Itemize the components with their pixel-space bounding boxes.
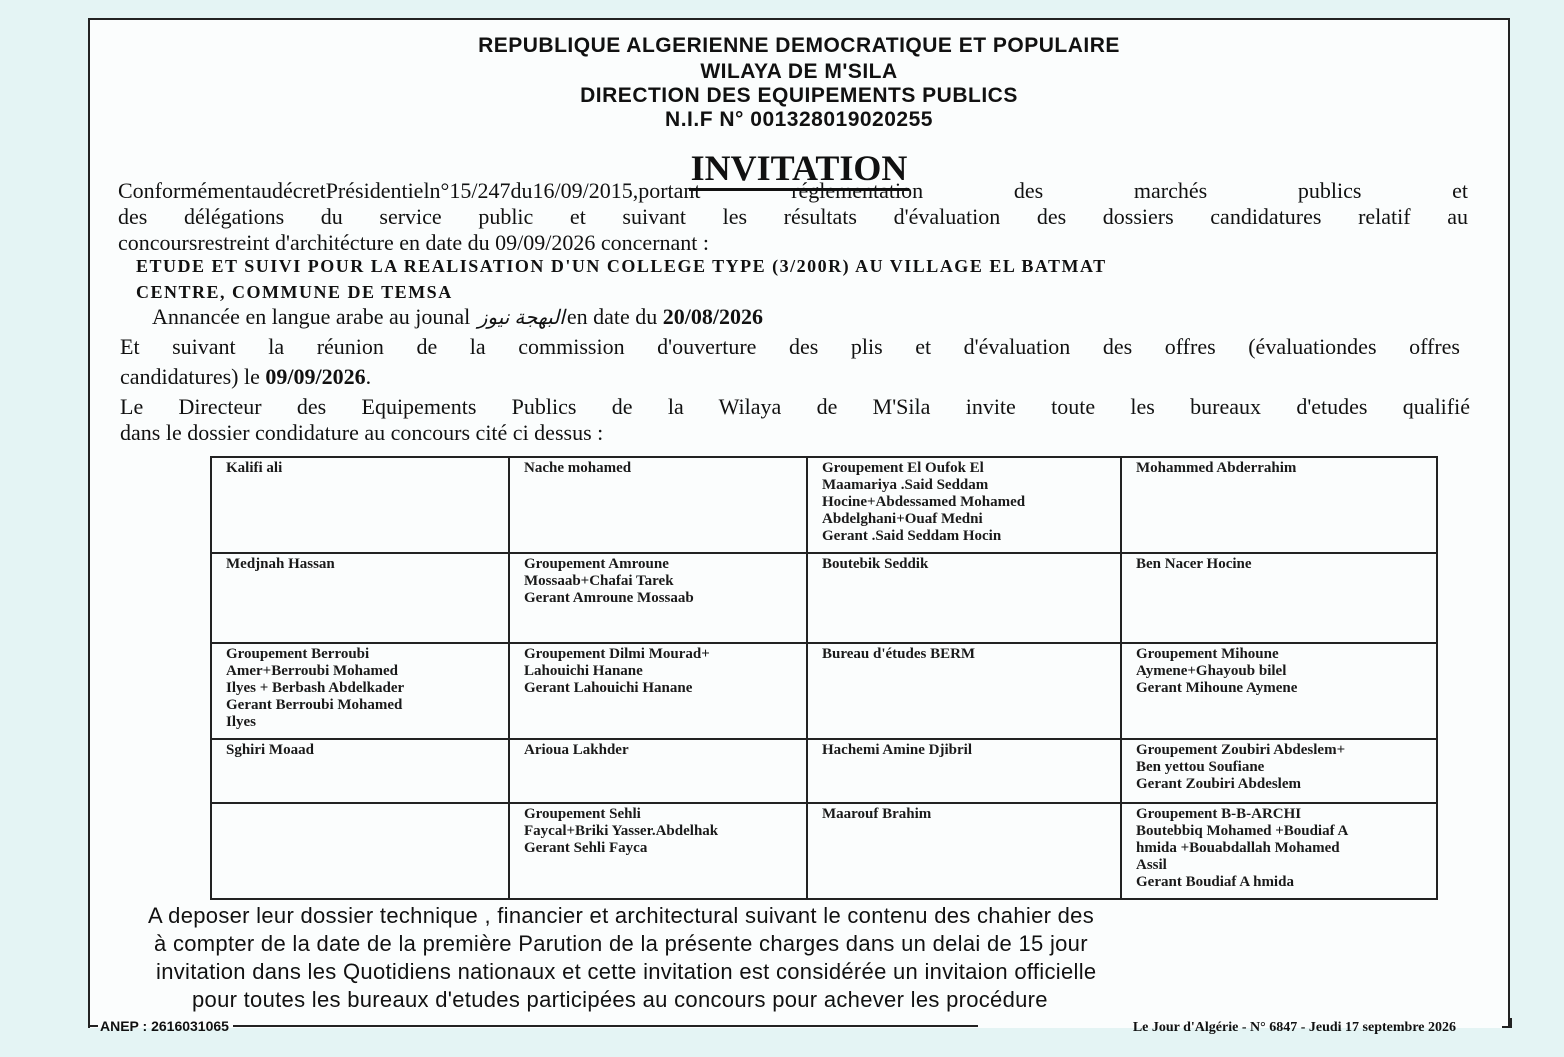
announcement-date: 20/08/2026: [662, 304, 764, 329]
meeting-suffix: .: [365, 364, 372, 389]
bidder-cell: Nache mohamed: [509, 457, 807, 553]
bidder-cell: Ben Nacer Hocine: [1121, 553, 1437, 643]
announcement-line: [152, 304, 763, 331]
bidder-cell: Groupement Mihoune Aymene+Ghayoub bilel Gerant Mihoune Aymene: [1121, 643, 1437, 739]
anep-reference: [88, 1018, 978, 1034]
meeting-prefix: candidatures) le: [120, 364, 260, 389]
bidder-cell: Bureau d'études BERM: [807, 643, 1121, 739]
header-wilaya: WILAYA DE M'SILA: [700, 60, 898, 83]
bidder-cell: Groupement Dilmi Mourad+ Lahouichi Hanane Gerant Lahouichi Hanane: [509, 643, 807, 739]
bidder-cell: Hachemi Amine Djibril: [807, 739, 1121, 803]
closing-line-2: à compter de la date de la première Parution de la présente charges dans un delai de 15 jour: [154, 931, 1088, 956]
table-row: [211, 643, 1437, 739]
bidder-cell: Maarouf Brahim: [807, 803, 1121, 899]
table-row: [211, 803, 1437, 899]
bidder-cell: Arioua Lakhder: [509, 739, 807, 803]
header-nif: N.I.F N° 001328019020255: [665, 108, 933, 131]
table-row: [211, 739, 1437, 803]
bidders-table: [210, 456, 1438, 900]
bidder-cell: Groupement Sehli Faycal+Briki Yasser.Abdelhak Gerant Sehli Fayca: [509, 803, 807, 899]
object-line-1: ETUDE ET SUIVI POUR LA REALISATION D'UN COLLEGE TYPE (3/200R) AU VILLAGE EL BATMAT: [136, 256, 1107, 276]
bidder-cell: Medjnah Hassan: [211, 553, 509, 643]
director-line-2: dans le dossier condidature au concours cité ci dessus :: [120, 420, 604, 445]
director-line-1: Le Directeur des Equipements Publics de la Wilaya de M'Sila invite toute les bureaux d'etudes qualifié: [120, 394, 1470, 419]
bidder-cell: Groupement B-B-ARCHI Boutebbiq Mohamed +Boudiaf A hmida +Bouabdallah Mohamed Assil Gerant Boudiaf A hmida: [1121, 803, 1437, 899]
page-title: INVITATION: [90, 148, 1508, 188]
closing-line-4: pour toutes les bureaux d'etudes participées au concours pour achever les procédure: [192, 987, 1048, 1012]
bidder-cell: Mohammed Abderrahim: [1121, 457, 1437, 553]
table-row: [211, 553, 1437, 643]
meeting-line-1: Et suivant la réunion de la commission d'ouverture des plis et d'évaluation des offres (évaluationdes offres: [120, 334, 1460, 359]
bidder-cell: Boutebik Seddik: [807, 553, 1121, 643]
journal-issue: Le Jour d'Algérie - N° 6847 - Jeudi 17 septembre 2026: [1132, 1020, 1456, 1035]
bidder-cell: Kalifi ali: [211, 457, 509, 553]
footer-rule: [233, 1025, 978, 1027]
announcement-prefix: Annancée en langue arabe au jounal: [152, 304, 471, 329]
closing-line-3: invitation dans les Quotidiens nationaux et cette invitation est considérée un invitaion officielle: [156, 959, 1097, 984]
anep-number: ANEP : 2616031065: [100, 1018, 229, 1034]
announcement-middle: en date du: [566, 304, 658, 329]
object-line-2: CENTRE, COMMUNE DE TEMSA: [136, 282, 453, 302]
bidder-cell: [211, 803, 509, 899]
bidder-cell: Sghiri Moaad: [211, 739, 509, 803]
header-republic: REPUBLIQUE ALGERIENNE DEMOCRATIQUE ET POPULAIRE: [478, 34, 1120, 57]
table-row: [211, 457, 1437, 553]
intro-line-1: ConformémentaudécretPrésidentieln°15/247du16/09/2015,portant réglementation des marchés publics et: [118, 178, 1468, 203]
frame-corner: [1502, 1018, 1512, 1028]
newspaper-name: البهجة نيوز: [477, 307, 565, 329]
header-direction: DIRECTION DES EQUIPEMENTS PUBLICS: [580, 84, 1018, 107]
rule-dash: [88, 1025, 98, 1027]
bidder-cell: Groupement Zoubiri Abdeslem+ Ben yettou Soufiane Gerant Zoubiri Abdeslem: [1121, 739, 1437, 803]
meeting-line-2: [120, 364, 371, 390]
bidder-cell: Groupement El Oufok El Maamariya .Said Seddam Hocine+Abdessamed Mohamed Abdelghani+Ouaf Medni Gerant .Said Seddam Hocin: [807, 457, 1121, 553]
meeting-date: 09/09/2026: [265, 364, 366, 389]
intro-line-3: concoursrestreint d'architécture en date du 09/09/2026 concernant :: [118, 230, 710, 255]
bidder-cell: Groupement Amroune Mossaab+Chafai Tarek Gerant Amroune Mossaab: [509, 553, 807, 643]
bidder-cell: Groupement Berroubi Amer+Berroubi Mohamed Ilyes + Berbash Abdelkader Gerant Berroubi Mohamed Ilyes: [211, 643, 509, 739]
closing-line-1: A deposer leur dossier technique , financier et architectural suivant le contenu des chahier des: [148, 903, 1095, 928]
intro-line-2: des délégations du service public et suivant les résultats d'évaluation des dossiers candidatures relatif au: [118, 204, 1468, 229]
